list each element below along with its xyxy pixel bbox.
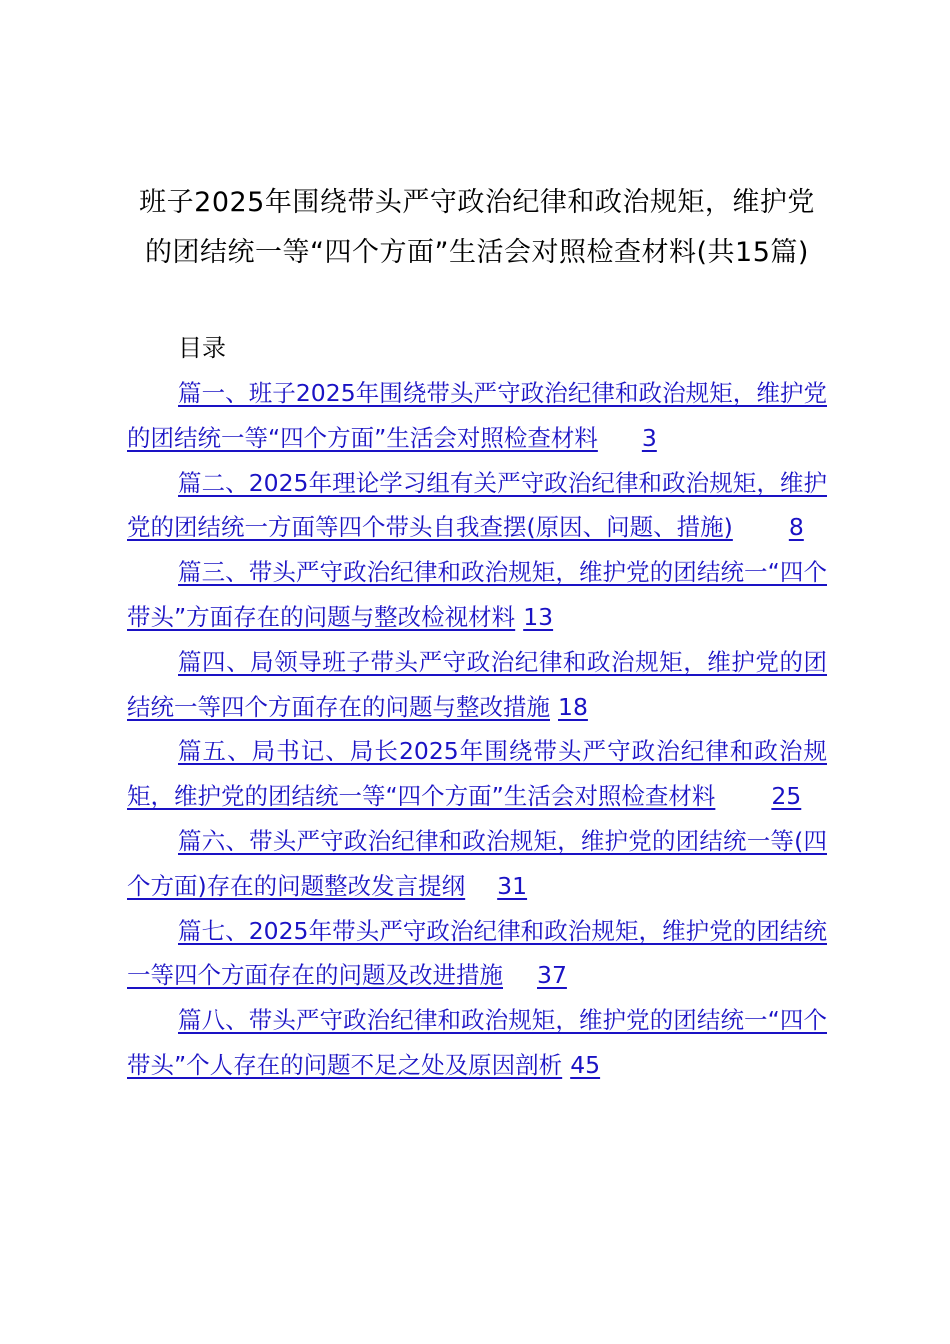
toc-entry-8[interactable] — [127, 998, 827, 1088]
toc-page-number: 13 — [523, 602, 554, 631]
table-of-contents — [127, 371, 827, 1088]
toc-entry-text: 篇八、带头严守政治纪律和政治规矩，维护党的团结统一“四个带头”个人存在的问题不足之处及原因剖析 — [127, 1006, 827, 1079]
toc-entry-2[interactable] — [127, 461, 827, 551]
toc-entry-3[interactable] — [127, 550, 827, 640]
toc-entry-text: 篇五、局书记、局长2025年围绕带头严守政治纪律和政治规矩，维护党的团结统一等“四个方面”生活会对照检查材料 — [127, 737, 827, 811]
toc-heading: 目录 — [178, 334, 226, 362]
toc-entry-text: 篇七、2025年带头严守政治纪律和政治规矩，维护党的团结统一等四个方面存在的问题及改进措施 — [127, 916, 827, 990]
toc-page-number: 25 — [771, 782, 802, 811]
toc-entry-text: 篇四、局领导班子带头严守政治纪律和政治规矩，维护党的团结统一等四个方面存在的问题与整改措施 — [127, 647, 827, 721]
toc-entry-4[interactable] — [127, 640, 827, 730]
toc-page-number: 3 — [641, 423, 657, 452]
toc-entry-text: 篇二、2025年理论学习组有关严守政治纪律和政治规矩，维护党的团结统一方面等四个带头自我查摆(原因、问题、措施) — [127, 468, 827, 542]
toc-entry-text: 篇一、班子2025年围绕带头严守政治纪律和政治规矩，维护党的团结统一等“四个方面”生活会对照检查材料 — [127, 379, 827, 452]
toc-page-number: 8 — [788, 513, 804, 542]
toc-entry-text: 篇三、带头严守政治纪律和政治规矩，维护党的团结统一“四个带头”方面存在的问题与整改检视材料 — [127, 558, 827, 631]
toc-entry-6[interactable] — [127, 819, 827, 909]
toc-entry-1[interactable] — [127, 371, 827, 461]
toc-entry-7[interactable] — [127, 909, 827, 999]
toc-page-number: 31 — [497, 871, 528, 900]
toc-entry-text: 篇六、带头严守政治纪律和政治规矩，维护党的团结统一等(四个方面)存在的问题整改发言提纲 — [127, 826, 827, 900]
toc-page-number: 45 — [570, 1050, 601, 1079]
toc-entry-5[interactable] — [127, 729, 827, 819]
document-title: 班子2025年围绕带头严守政治纪律和政治规矩，维护党的团结统一等“四个方面”生活会对照检查材料(共15篇) — [139, 187, 815, 268]
toc-page-number: 37 — [537, 961, 567, 990]
toc-page-number: 18 — [558, 692, 588, 721]
